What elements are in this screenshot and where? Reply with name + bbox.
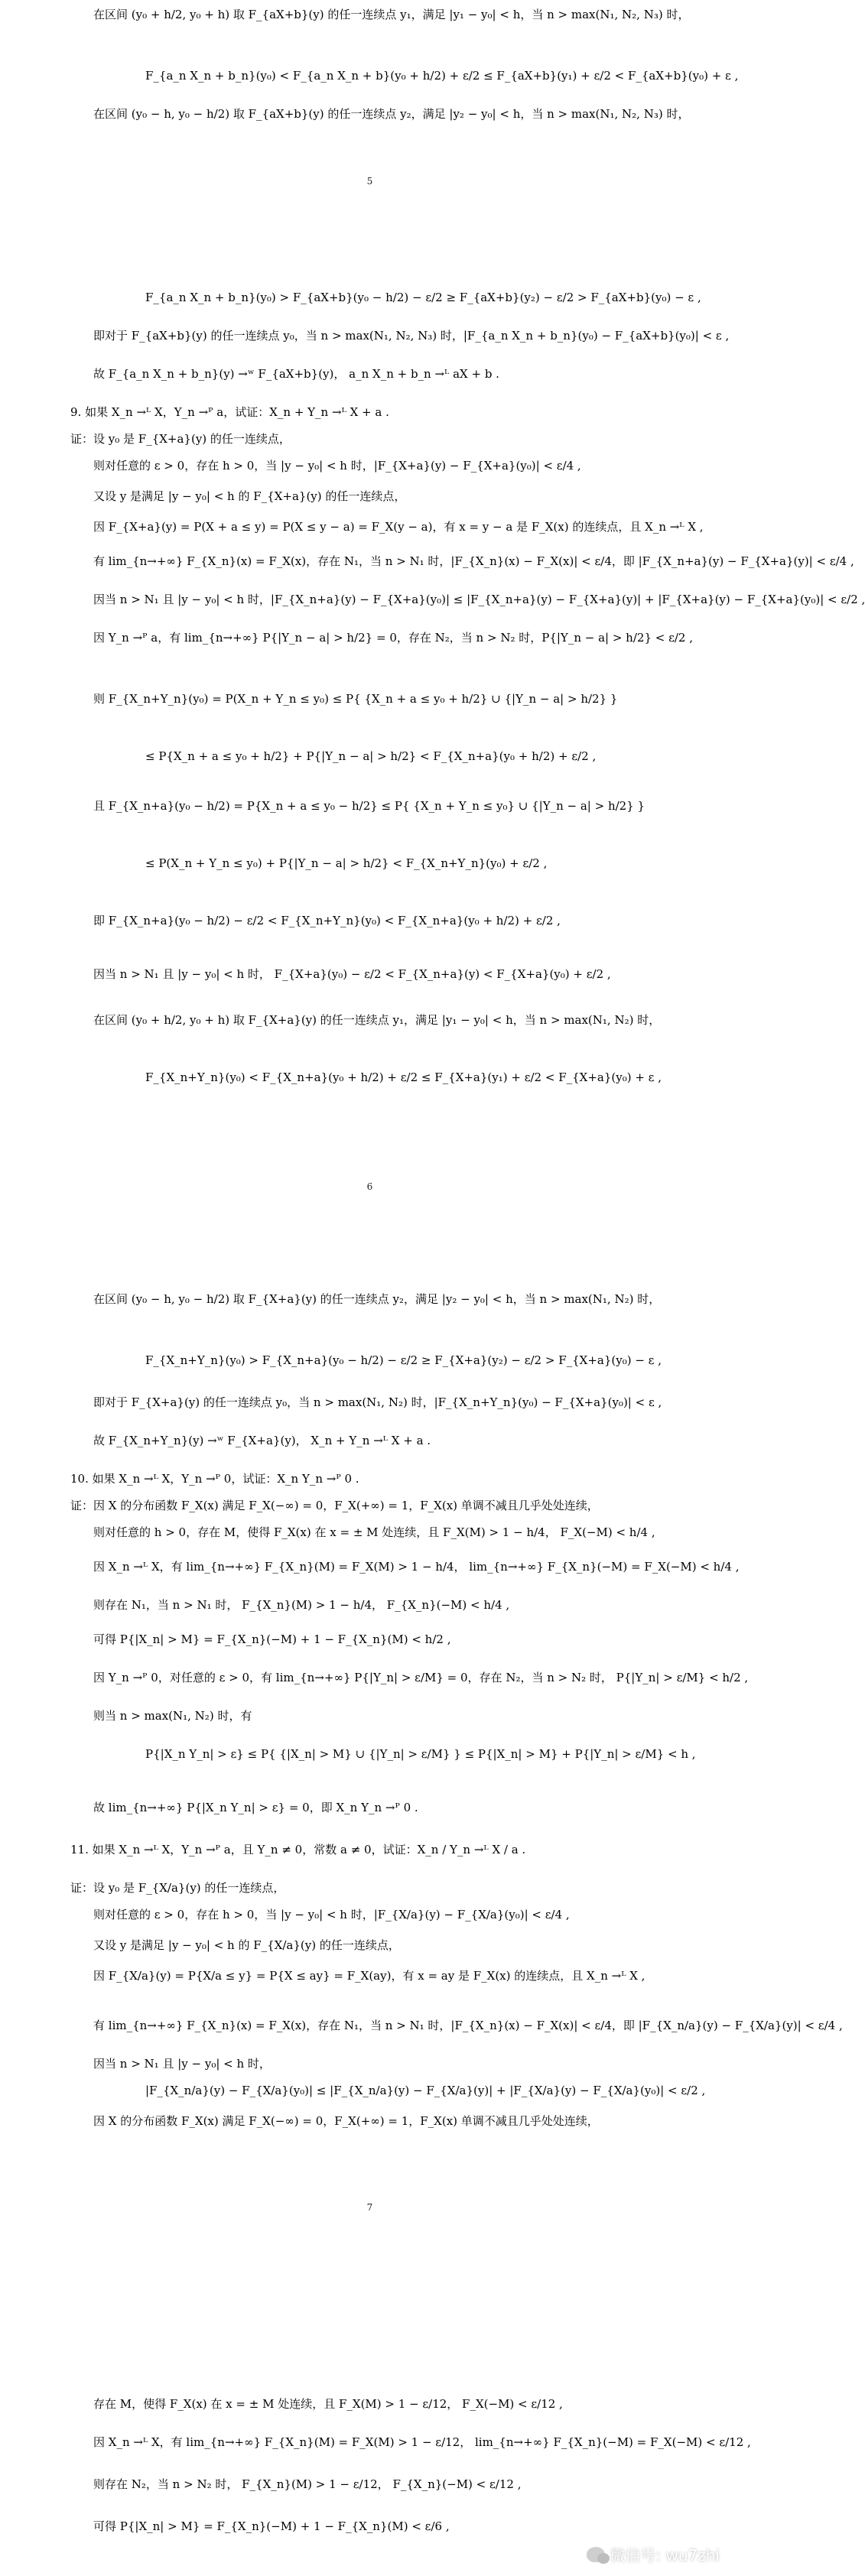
text-line: 则对任意的 ε > 0，存在 h > 0，当 |y − y₀| < h 时，|F_{X+a}(y) − F_{X+a}(y₀)| < ε/4 , xyxy=(93,459,581,473)
text-line: 在区间 (y₀ + h/2, y₀ + h) 取 F_{X+a}(y) 的任一连续点 y₁，满足 |y₁ − y₀| < h，当 n > max(N₁, N₂) 时， xyxy=(93,1013,661,1027)
text-line: 即对于 F_{X+a}(y) 的任一连续点 y₀，当 n > max(N₁, N₂) 时，|F_{X_n+Y_n}(y₀) − F_{X+a}(y₀)| < ε , xyxy=(93,1395,662,1409)
text-line: 可得 P{|X_n| > M} = F_{X_n}(−M) + 1 − F_{X_n}(M) < ε/6 , xyxy=(93,2519,450,2533)
text-line: 因 X_n →ᴸ X，有 lim_{n→+∞} F_{X_n}(M) = F_X(M) > 1 − ε/12， lim_{n→+∞} F_{X_n}(−M) = F_X(−M) < ε/12 , xyxy=(93,2435,751,2449)
text-line: 又设 y 是满足 |y − y₀| < h 的 F_{X+a}(y) 的任一连续点， xyxy=(93,489,406,503)
page-number: 7 xyxy=(366,2202,373,2213)
text-line: 因 F_{X/a}(y) = P{X/a ≤ y} = P{X ≤ ay} = F_X(ay)，有 x = ay 是 F_X(x) 的连续点，且 X_n →ᴸ X , xyxy=(93,1969,645,1983)
text-line: 因 Y_n →ᴾ a，有 lim_{n→+∞} P{|Y_n − a| > h/2} = 0，存在 N₂，当 n > N₂ 时，P{|Y_n − a| > h/2} < ε/2 , xyxy=(93,631,693,645)
page-number: 5 xyxy=(366,176,373,187)
text-line: 则存在 N₁，当 n > N₁ 时， F_{X_n}(M) > 1 − h/4， F_{X_n}(−M) < h/4 , xyxy=(93,1598,510,1612)
text-line: 即对于 F_{aX+b}(y) 的任一连续点 y₀，当 n > max(N₁, N₂, N₃) 时，|F_{a_n X_n + b_n}(y₀) − F_{aX+b}(y₀)| < ε , xyxy=(93,329,730,343)
wechat-icon xyxy=(587,2547,605,2562)
text-line: 且 F_{X_n+a}(y₀ − h/2) = P{X_n + a ≤ y₀ − h/2} ≤ P{ {X_n + Y_n ≤ y₀} ∪ {|Y_n − a| > h/2} } xyxy=(93,799,645,813)
text-line: |F_{X_n/a}(y) − F_{X/a}(y₀)| ≤ |F_{X_n/a}(y) − F_{X/a}(y)| + |F_{X/a}(y) − F_{X/a}(y₀)| < ε/2 , xyxy=(145,2084,706,2097)
text-line: 9. 如果 X_n →ᴸ X，Y_n →ᴾ a，试证：X_n + Y_n →ᴸ X + a . xyxy=(70,405,389,419)
text-line: F_{X_n+Y_n}(y₀) > F_{X_n+a}(y₀ − h/2) − ε/2 ≥ F_{X+a}(y₂) − ε/2 > F_{X+a}(y₀) − ε , xyxy=(145,1353,662,1367)
text-line: 因 F_{X+a}(y) = P(X + a ≤ y) = P(X ≤ y − a) = F_X(y − a)，有 x = y − a 是 F_X(x) 的连续点，且 X_n →ᴸ X , xyxy=(93,520,704,534)
text-line: 有 lim_{n→+∞} F_{X_n}(x) = F_X(x)，存在 N₁，当 n > N₁ 时，|F_{X_n}(x) − F_X(x)| < ε/4，即 |F_{X_n+a}(y) − F_{X+a}(y)| < ε/4 , xyxy=(93,554,854,568)
text-line: 在区间 (y₀ − h, y₀ − h/2) 取 F_{aX+b}(y) 的任一连续点 y₂，满足 |y₂ − y₀| < h，当 n > max(N₁, N₂, N₃) 时， xyxy=(93,107,690,121)
text-line: 证：设 y₀ 是 F_{X+a}(y) 的任一连续点， xyxy=(70,432,291,446)
text-line: 因 Y_n →ᴾ 0，对任意的 ε > 0，有 lim_{n→+∞} P{|Y_n| > ε/M} = 0，存在 N₂，当 n > N₂ 时， P{|Y_n| > ε/M} < h/2 , xyxy=(93,1671,749,1684)
text-line: ≤ P{X_n + a ≤ y₀ + h/2} + P{|Y_n − a| > h/2} < F_{X_n+a}(y₀ + h/2) + ε/2 , xyxy=(145,749,597,763)
text-line: 因当 n > N₁ 且 |y − y₀| < h 时，|F_{X_n+a}(y) − F_{X+a}(y₀)| ≤ |F_{X_n+a}(y) − F_{X+a}(y)| + |F_{X+a}(y) − F_{X+a}(y₀)| < ε/2 , xyxy=(93,593,865,606)
page-number: 6 xyxy=(366,1181,373,1192)
text-line: 则对任意的 h > 0，存在 M，使得 F_X(x) 在 x = ± M 处连续，且 F_X(M) > 1 − h/4， F_X(−M) < h/4 , xyxy=(93,1525,655,1539)
text-line: 10. 如果 X_n →ᴸ X，Y_n →ᴾ 0，试证：X_n Y_n →ᴾ 0 . xyxy=(70,1472,359,1486)
text-line: 又设 y 是满足 |y − y₀| < h 的 F_{X/a}(y) 的任一连续点， xyxy=(93,1938,400,1952)
text-line: 故 F_{a_n X_n + b_n}(y) →ʷ F_{aX+b}(y)， a_n X_n + b_n →ᴸ aX + b . xyxy=(93,367,499,381)
text-line: 故 lim_{n→+∞} P{|X_n Y_n| > ε} = 0，即 X_n Y_n →ᴾ 0 . xyxy=(93,1801,418,1814)
text-line: 存在 M，使得 F_X(x) 在 x = ± M 处连续，且 F_X(M) > 1 − ε/12， F_X(−M) < ε/12 , xyxy=(93,2397,563,2411)
text-line: 在区间 (y₀ − h, y₀ − h/2) 取 F_{X+a}(y) 的任一连续点 y₂，满足 |y₂ − y₀| < h，当 n > max(N₁, N₂) 时， xyxy=(93,1292,661,1306)
watermark xyxy=(587,2543,720,2565)
text-line: 证：因 X 的分布函数 F_X(x) 满足 F_X(−∞) = 0，F_X(+∞) = 1，F_X(x) 单调不减且几乎处处连续， xyxy=(70,1499,599,1512)
text-line: 则当 n > max(N₁, N₂) 时，有 xyxy=(93,1709,252,1723)
text-line: 则存在 N₂，当 n > N₂ 时， F_{X_n}(M) > 1 − ε/12， F_{X_n}(−M) < ε/12 , xyxy=(93,2477,522,2491)
text-line: P{|X_n Y_n| > ε} ≤ P{ {|X_n| > M} ∪ {|Y_n| > ε/M} } ≤ P{|X_n| > M} + P{|Y_n| > ε/M} < h , xyxy=(145,1747,696,1761)
text-line: F_{a_n X_n + b_n}(y₀) > F_{aX+b}(y₀ − h/2) − ε/2 ≥ F_{aX+b}(y₂) − ε/2 > F_{aX+b}(y₀) − ε , xyxy=(145,291,701,304)
text-line: 因 X 的分布函数 F_X(x) 满足 F_X(−∞) = 0，F_X(+∞) = 1，F_X(x) 单调不减且几乎处处连续， xyxy=(93,2114,599,2128)
text-line: 有 lim_{n→+∞} F_{X_n}(x) = F_X(x)，存在 N₁，当 n > N₁ 时，|F_{X_n}(x) − F_X(x)| < ε/4，即 |F_{X_n/a}(y) − F_{X/a}(y)| < ε/4 , xyxy=(93,2019,843,2032)
text-line: 因当 n > N₁ 且 |y − y₀| < h 时， F_{X+a}(y₀) − ε/2 < F_{X_n+a}(y) < F_{X+a}(y₀) + ε/2 , xyxy=(93,967,611,981)
text-line: 则对任意的 ε > 0，存在 h > 0，当 |y − y₀| < h 时，|F_{X/a}(y) − F_{X/a}(y₀)| < ε/4 , xyxy=(93,1908,570,1921)
text-line: 故 F_{X_n+Y_n}(y) →ʷ F_{X+a}(y)， X_n + Y_n →ᴸ X + a . xyxy=(93,1434,431,1447)
text-line: 因当 n > N₁ 且 |y − y₀| < h 时， xyxy=(93,2057,271,2071)
text-line: 可得 P{|X_n| > M} = F_{X_n}(−M) + 1 − F_{X_n}(M) < h/2 , xyxy=(93,1632,451,1646)
text-line: 在区间 (y₀ + h/2, y₀ + h) 取 F_{aX+b}(y) 的任一连续点 y₁，满足 |y₁ − y₀| < h，当 n > max(N₁, N₂, N₃) 时， xyxy=(93,8,690,21)
text-line: 11. 如果 X_n →ᴸ X，Y_n →ᴾ a，且 Y_n ≠ 0，常数 a ≠ 0，试证：X_n / Y_n →ᴸ X / a . xyxy=(70,1843,526,1856)
text-line: F_{a_n X_n + b_n}(y₀) < F_{a_n X_n + b}(y₀ + h/2) + ε/2 ≤ F_{aX+b}(y₁) + ε/2 < F_{aX+b}(y₀) + ε , xyxy=(145,69,739,83)
watermark-text: 微信号: wu7zhi xyxy=(610,2546,720,2565)
text-line: 证：设 y₀ 是 F_{X/a}(y) 的任一连续点， xyxy=(70,1881,285,1895)
text-line: 因 X_n →ᴸ X，有 lim_{n→+∞} F_{X_n}(M) = F_X(M) > 1 − h/4， lim_{n→+∞} F_{X_n}(−M) = F_X(−M) < h/4 , xyxy=(93,1560,740,1574)
text-line: F_{X_n+Y_n}(y₀) < F_{X_n+a}(y₀ + h/2) + ε/2 ≤ F_{X+a}(y₁) + ε/2 < F_{X+a}(y₀) + ε , xyxy=(145,1070,662,1084)
text-line: 则 F_{X_n+Y_n}(y₀) = P(X_n + Y_n ≤ y₀) ≤ P{ {X_n + a ≤ y₀ + h/2} ∪ {|Y_n − a| > h/2} } xyxy=(93,692,618,706)
text-line: ≤ P(X_n + Y_n ≤ y₀) + P{|Y_n − a| > h/2} < F_{X_n+Y_n}(y₀) + ε/2 , xyxy=(145,856,548,870)
text-line: 即 F_{X_n+a}(y₀ − h/2) − ε/2 < F_{X_n+Y_n}(y₀) < F_{X_n+a}(y₀ + h/2) + ε/2 , xyxy=(93,914,561,927)
